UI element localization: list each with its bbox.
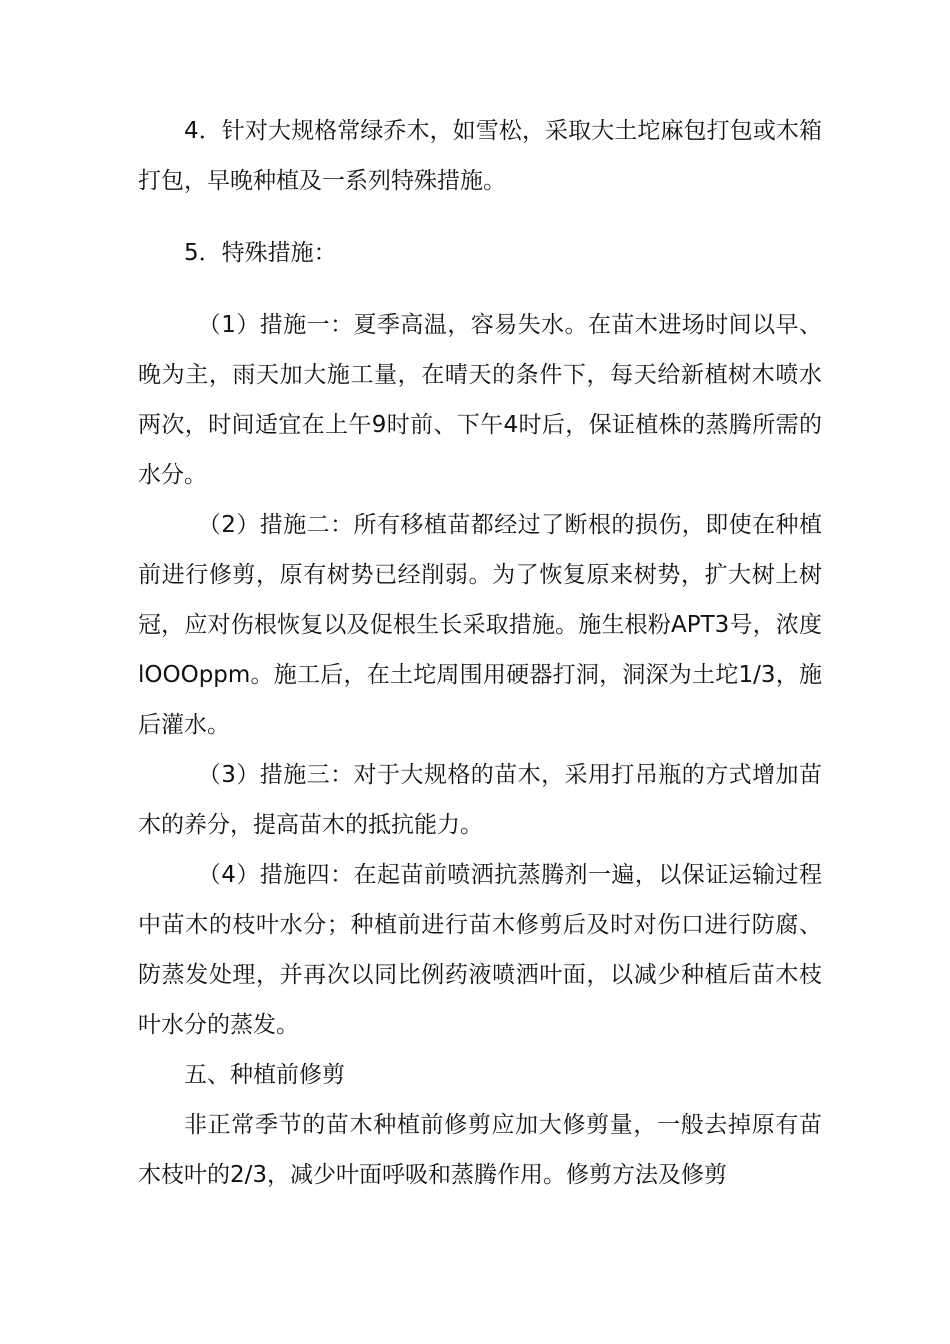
paragraph-item-5: 5．特殊措施： — [184, 240, 337, 266]
paragraph-pruning: 非正常季节的苗木种植前修剪应加大修剪量，一般去掉原有苗木枝叶的2/3，减少叶面呼吸和蒸腾作用。修剪方法及修剪 — [138, 1112, 822, 1188]
document-page — [138, 106, 822, 1200]
paragraph-measure-4: （4）措施四：在起苗前喷洒抗蒸腾剂一遍，以保证运输过程中苗木的枝叶水分；种植前进行苗木修剪后及时对伤口进行防腐、防蒸发处理，并再次以同比例药液喷洒叶面，以减少种植后苗木枝叶水分的蒸发。 — [138, 862, 822, 1038]
paragraph-measure-3: （3）措施三：对于大规格的苗木，采用打吊瓶的方式增加苗木的养分，提高苗木的抵抗能力。 — [138, 762, 822, 838]
paragraph-measure-2: （2）措施二：所有移植苗都经过了断根的损伤，即使在种植前进行修剪，原有树势已经削弱。为了恢复原来树势，扩大树上树冠，应对伤根恢复以及促根生长采取措施。施生根粉APT3号，浓度lOOOppm。施工后，在土坨周围用硬器打洞，洞深为土坨1/3，施后灌水。 — [138, 512, 822, 738]
section-heading-pruning: 五、种植前修剪 — [184, 1062, 345, 1088]
paragraph-item-4: 4．针对大规格常绿乔木，如雪松，采取大土坨麻包打包或木箱打包，早晚种植及一系列特殊措施。 — [138, 118, 822, 194]
paragraph-measure-1: （1）措施一：夏季高温，容易失水。在苗木进场时间以早、晚为主，雨天加大施工量，在晴天的条件下，每天给新植树木喷水两次，时间适宜在上午9时前、下午4时后，保证植株的蒸腾所需的水分。 — [138, 312, 822, 488]
